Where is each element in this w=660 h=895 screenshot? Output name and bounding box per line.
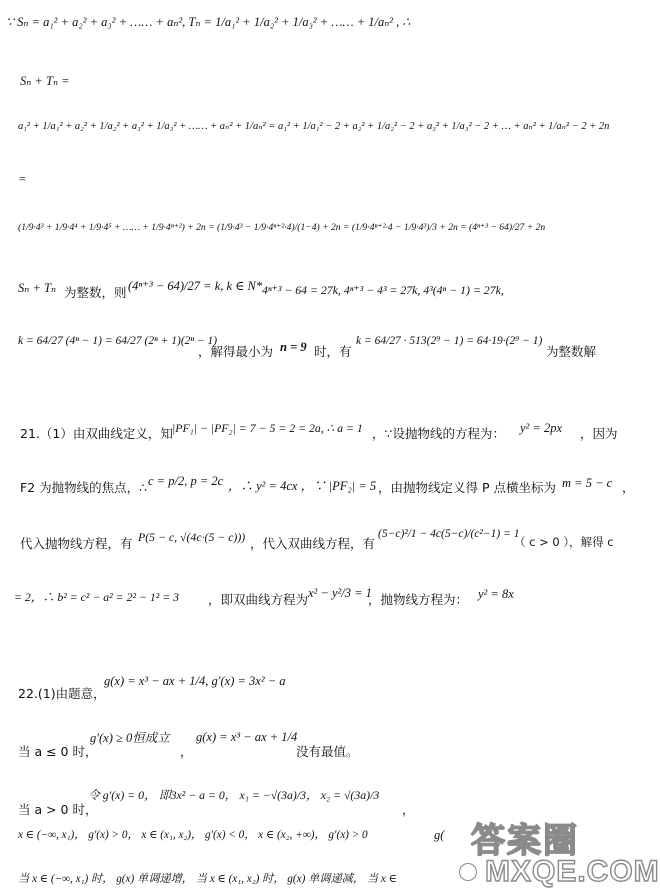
- text-parabola-eq-is: ，抛物线方程为：: [368, 592, 469, 607]
- formula-hyperbola-def: |PF₁| − |PF₂| = 7 − 5 = 2 = 2a, ∴ a = 1: [172, 421, 363, 435]
- text-q21-intro: 21.（1）由双曲线定义，知: [20, 426, 173, 441]
- formula-monotonic: 当 x ∈ (−∞, x₁) 时， g(x) 单调递增， 当 x ∈ (x₁, x₂) 时， g(x) 单调递减， 当 x ∈: [18, 873, 397, 885]
- text-parabola-def: ，由抛物线定义得 P 点横坐标为: [378, 480, 556, 495]
- formula-sign-intervals: x ∈ (−∞, x₁)， g′(x) > 0， x ∈ (x₁, x₂)， g′(x) < 0， x ∈ (x₂, +∞)， g′(x) > 0: [18, 829, 368, 841]
- text-because: ，因为: [580, 426, 618, 441]
- formula-sn-plus-tn: Sₙ + Tₙ =: [20, 74, 70, 88]
- text-substitute-parabola: 代入抛物线方程，有: [20, 536, 133, 551]
- text-a-le-0: 当 a ≤ 0 时，: [18, 744, 98, 759]
- formula-g-cut: g(: [434, 828, 445, 842]
- formula-k-expression: k = 64/27 (4ⁿ − 1) = 64/27 (2ⁿ + 1)(2ⁿ − 1): [18, 335, 218, 347]
- formula-k-def: (4ⁿ⁺³ − 64)/27 = k, k ∈ N*: [128, 279, 263, 293]
- formula-g-x-2: g(x) = x³ − ax + 1/4: [196, 730, 298, 744]
- formula-n-9: n = 9: [280, 340, 307, 354]
- formula-y2-2px: y² = 2px: [520, 421, 563, 435]
- formula-critical-points: 令 g′(x) = 0， 即3x² − a = 0， x₁ = −√(3a)/3， x₂ = √(3a)/3: [88, 788, 380, 802]
- text-substitute-hyperbola: ，代入双曲线方程，有: [250, 536, 376, 551]
- formula-hyperbola-sub: (5−c)²/1 − 4c(5−c)/(c²−1) = 1: [378, 528, 520, 540]
- watermark-logo: [459, 813, 660, 891]
- text-a-gt-0: 当 a > 0 时，: [18, 802, 98, 817]
- formula-m-5-c: m = 5 − c: [562, 476, 613, 490]
- formula-expansion: a₁² + 1/a₁² + a₂² + 1/a₂² + a₃² + 1/a₃² + …… + aₙ² + 1/aₙ² = a₁² + 1/a₁² − 2 + a₂² + 1/a₂² − 2 + a₃² + 1/a₃² − 2 + … + aₙ² + 1/aₙ² − 2 + 2n: [18, 121, 610, 132]
- formula-equals: =: [18, 172, 27, 186]
- text-integer-then: 为整数，则: [64, 285, 127, 300]
- text-q22-intro: 22.(1)由题意，: [18, 686, 106, 701]
- text-comma-2: ，: [180, 744, 193, 759]
- text-hyperbola-eq-is: ，即双曲线方程为: [208, 592, 309, 607]
- wechat-icon: [459, 863, 477, 881]
- formula-k-value: k = 64/27 · 513(2⁹ − 1) = 64·19·(2⁹ − 1): [356, 335, 543, 347]
- text-no-extremum: 没有最值。: [296, 744, 359, 759]
- text-f2-focus: F2 为抛物线的焦点，∴: [20, 480, 148, 495]
- text-comma-3: ，: [402, 802, 415, 817]
- text-comma: ，: [622, 480, 635, 495]
- formula-c-p2: c = p/2, p = 2c: [148, 474, 224, 488]
- formula-y2-8x: y² = 8x: [478, 587, 514, 601]
- text-c-positive: （ c > 0 ），解得 c: [514, 535, 614, 549]
- formula-27k: 4ⁿ⁺³ − 64 = 27k, 4ⁿ⁺³ − 4³ = 27k, 4³(4ⁿ − 1) = 27k,: [262, 283, 504, 297]
- formula-gprime-nonneg: g′(x) ≥ 0恒成立: [90, 731, 170, 745]
- text-parabola-assume: ，∵设抛物线的方程为：: [372, 426, 505, 441]
- formula-hyperbola-final: x² − y²/3 = 1: [308, 586, 372, 600]
- formula-b-squared: = 2，∴ b² = c² − a² = 2² − 1² = 3: [14, 590, 180, 604]
- formula-sn-tn-2: Sₙ + Tₙ: [18, 281, 57, 295]
- formula-geometric-sum: (1/9·4³ + 1/9·4⁴ + 1/9·4⁵ + …… + 1/9·4ⁿ⁺²) + 2n = (1/9·4³ − 1/9·4ⁿ⁺²·4)/(1−4) + 2n = (1/9·4ⁿ⁺²·4 − 1/9·4³)/3 + 2n = (4ⁿ⁺³ − 64)/27 + 2n: [18, 222, 546, 233]
- text-integer-solution: 为整数解: [546, 344, 597, 359]
- watermark-cn: 答案圈: [471, 821, 579, 861]
- watermark-en: MXQE.COM: [485, 855, 660, 888]
- formula-y2-4cx: ，∴ y² = 4cx ，∵ |PF₂| = 5: [228, 479, 377, 493]
- text-when-have: 时，有: [314, 344, 352, 359]
- formula-point-p: P(5 − c, √(4c·(5 − c))): [138, 530, 246, 544]
- text-min-solution: ，解得最小为: [198, 344, 274, 359]
- formula-g-x: g(x) = x³ − ax + 1/4, g′(x) = 3x² − a: [104, 674, 286, 688]
- formula-sn-tn: ∵ Sₙ = a₁² + a₂² + a₃² + …… + aₙ², Tₙ = 1/a₁² + 1/a₂² + 1/a₃² + …… + 1/aₙ² , ∴: [6, 15, 411, 29]
